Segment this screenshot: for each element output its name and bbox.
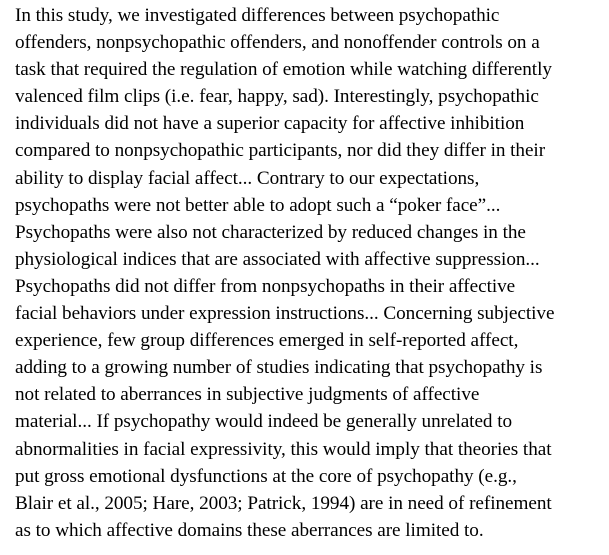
- text-line: valenced film clips (i.e. fear, happy, sad). Interestingly, psychopathic: [15, 86, 539, 108]
- text-line: facial behaviors under expression instructions... Concerning subjective: [15, 303, 555, 325]
- text-line: physiological indices that are associated with affective suppression...: [15, 248, 540, 270]
- text-line: experience, few group differences emerged in self-reported affect,: [15, 330, 519, 352]
- text-line: ability to display facial affect... Contrary to our expectations,: [15, 167, 480, 189]
- text-line: offenders, nonpsychopathic offenders, and nonoffender controls on a: [15, 32, 540, 54]
- text-line: compared to nonpsychopathic participants, nor did they differ in their: [15, 140, 546, 162]
- text-line: task that required the regulation of emotion while watching differently: [15, 59, 552, 81]
- text-line: not related to aberrances in subjective judgments of affective: [15, 384, 480, 406]
- text-line: Psychopaths did not differ from nonpsychopaths in their affective: [15, 275, 516, 297]
- text-line: psychopaths were not better able to adopt such a “poker face”...: [15, 194, 501, 216]
- text-line: abnormalities in facial expressivity, this would imply that theories that: [15, 438, 552, 460]
- text-line: material... If psychopathy would indeed be generally unrelated to: [15, 411, 513, 433]
- text-line: Psychopaths were also not characterized by reduced changes in the: [15, 221, 526, 243]
- text-line: put gross emotional dysfunctions at the core of psychopathy (e.g.,: [15, 465, 517, 487]
- text-line: as to which affective domains these aberrances are limited to.: [15, 519, 484, 541]
- text-line: Blair et al., 2005; Hare, 2003; Patrick, 1994) are in need of refinement: [15, 492, 552, 514]
- text-line: In this study, we investigated differences between psychopathic: [15, 5, 500, 26]
- text-line: adding to a growing number of studies indicating that psychopathy is: [15, 357, 543, 379]
- text-line: individuals did not have a superior capacity for affective inhibition: [15, 113, 525, 135]
